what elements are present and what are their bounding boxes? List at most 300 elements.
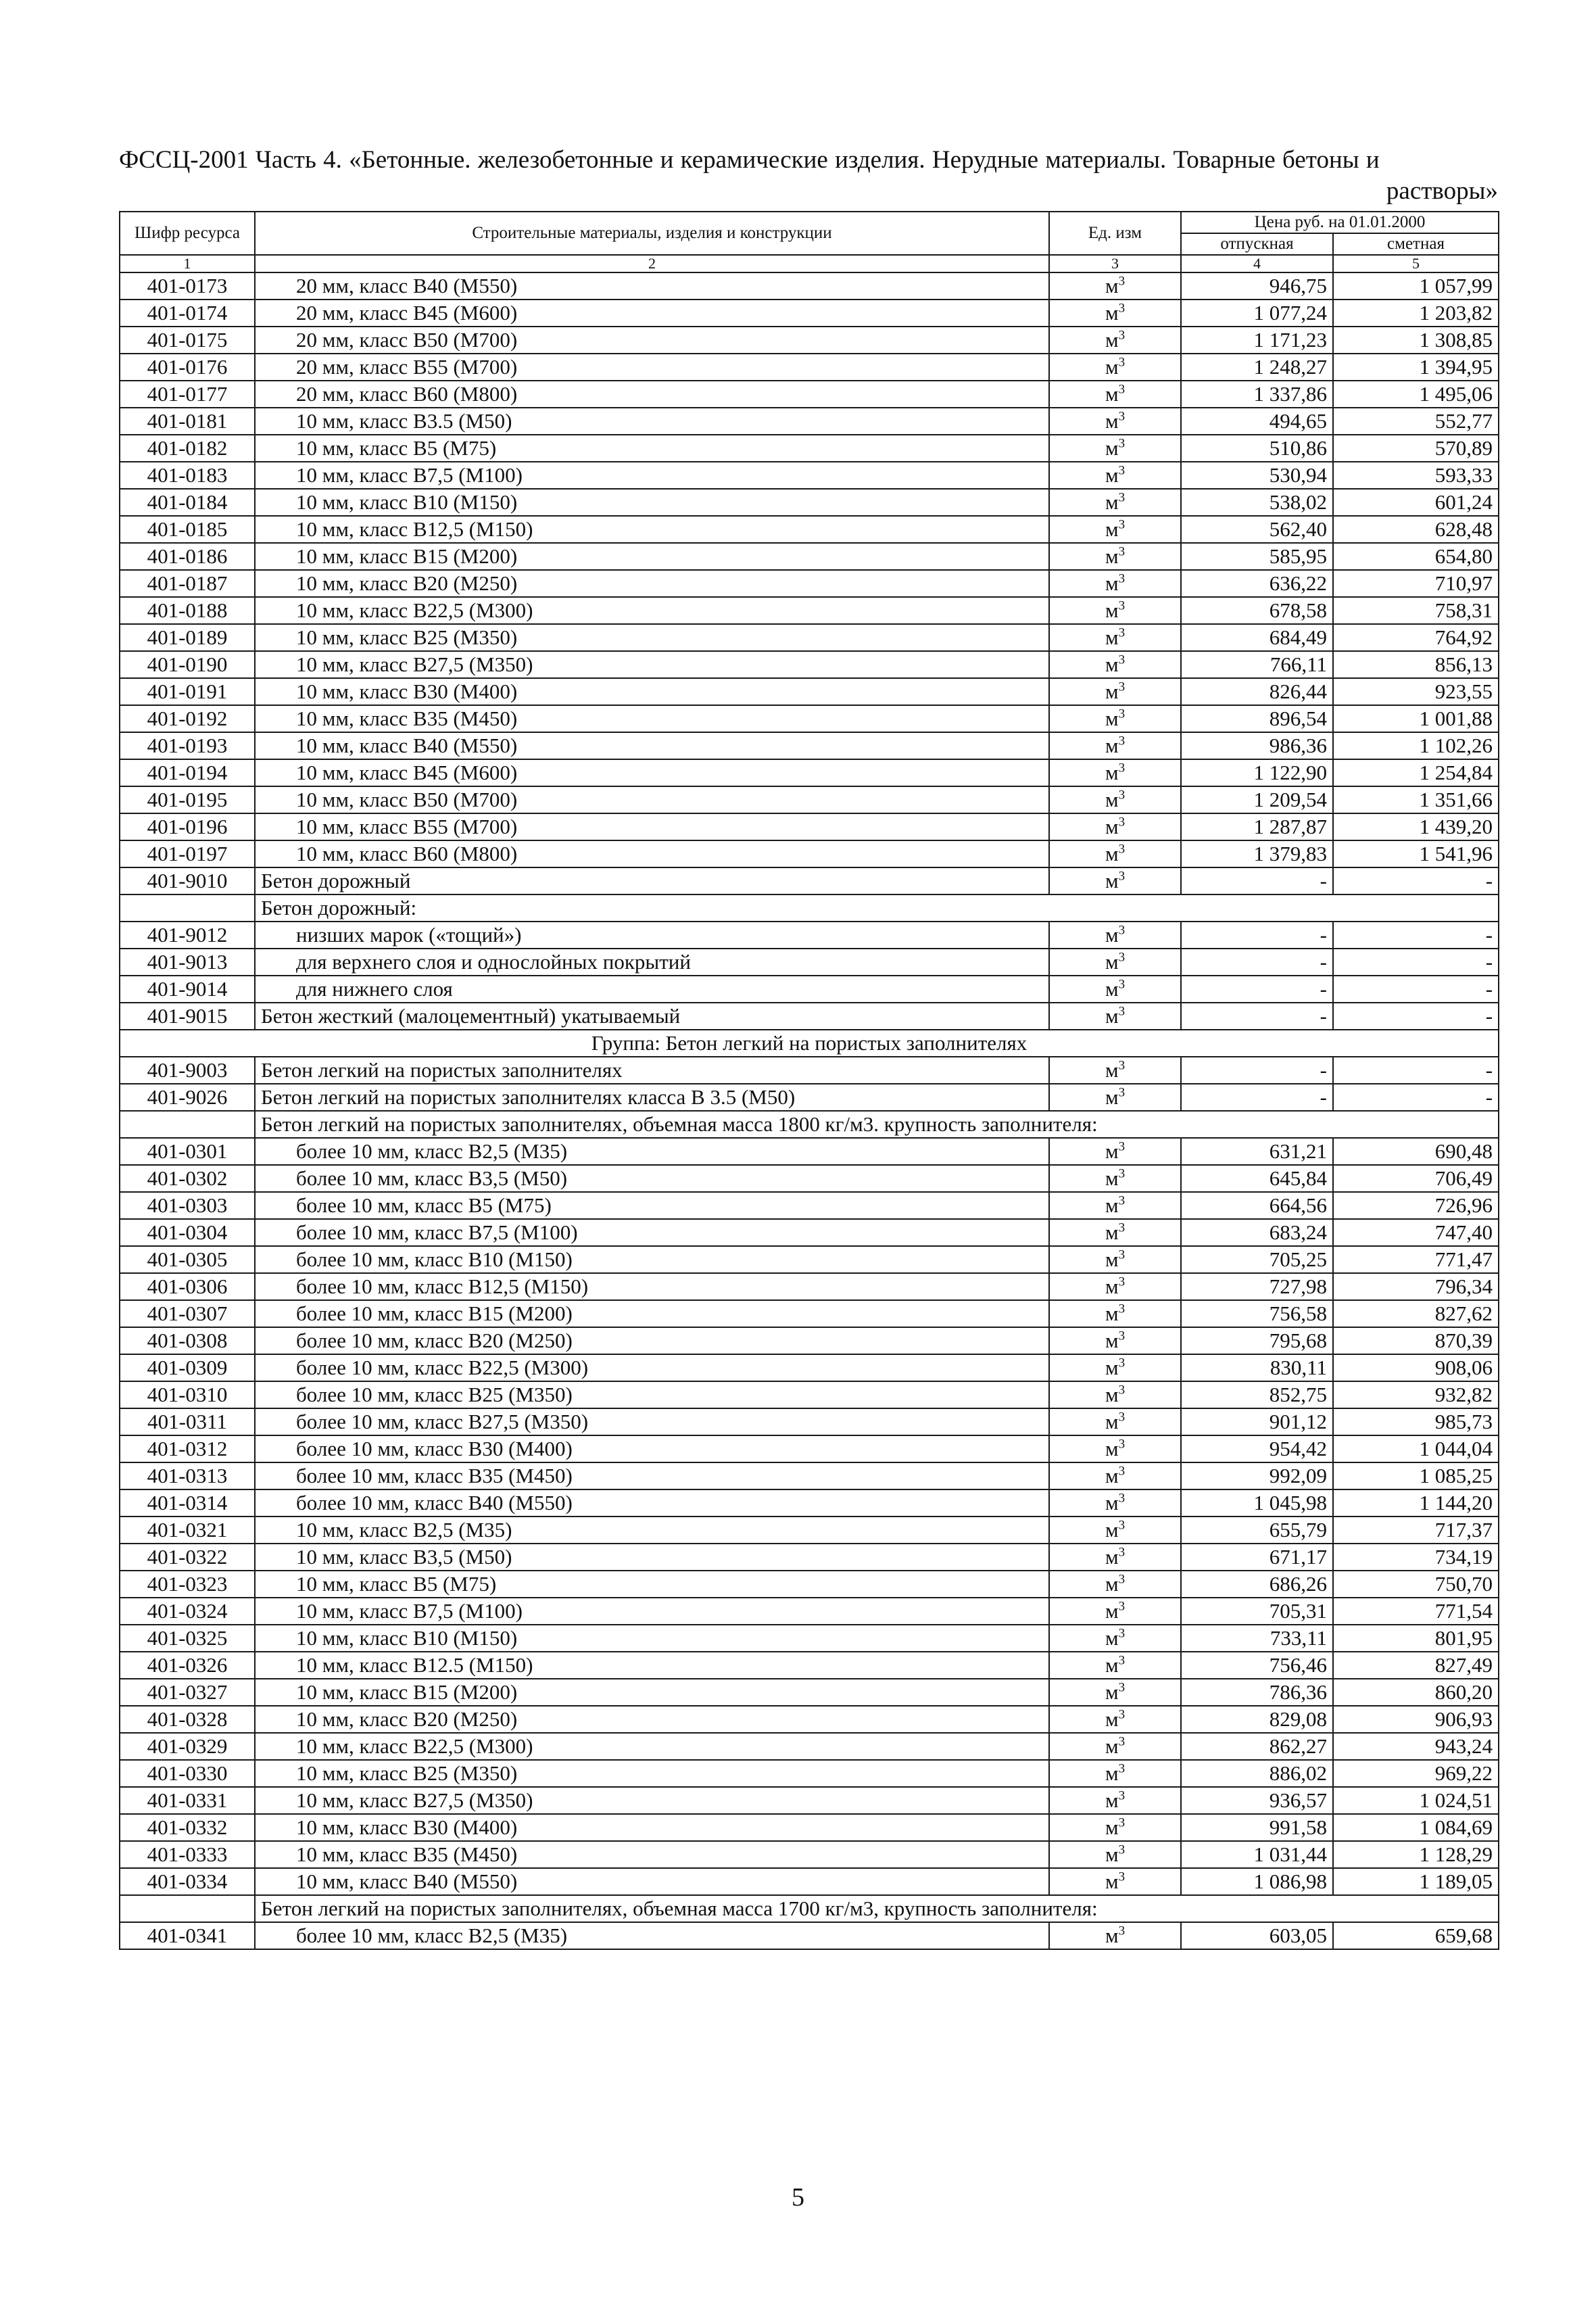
unit-text: м <box>1105 1518 1119 1542</box>
material-name: 20 мм, класс В60 (М800) <box>255 381 1049 408</box>
unit-superscript: 3 <box>1118 571 1126 586</box>
table-row <box>120 597 1499 624</box>
unit-text: м <box>1105 1193 1119 1217</box>
unit-text: м <box>1105 517 1119 541</box>
unit-superscript: 3 <box>1118 1761 1126 1776</box>
material-name: более 10 мм, класс В35 (М450) <box>255 1462 1049 1489</box>
resource-code: 401-0321 <box>120 1517 255 1544</box>
unit-cell <box>1049 1489 1181 1517</box>
unit-cell <box>1049 327 1181 354</box>
page-number: 5 <box>792 2183 804 2212</box>
resource-code: 401-0185 <box>120 516 255 543</box>
material-name: более 10 мм, класс В20 (М250) <box>255 1327 1049 1354</box>
estimate-price: 758,31 <box>1333 597 1499 624</box>
unit-superscript: 3 <box>1118 977 1126 992</box>
table-row <box>120 1517 1499 1544</box>
unit-text: м <box>1105 1626 1119 1650</box>
unit-cell <box>1049 1679 1181 1706</box>
unit-cell <box>1049 543 1181 570</box>
wholesale-price: 901,12 <box>1181 1408 1333 1435</box>
unit-text: м <box>1105 355 1119 379</box>
unit-cell <box>1049 1084 1181 1111</box>
wholesale-price: 1 031,44 <box>1181 1841 1333 1868</box>
estimate-price: 923,55 <box>1333 678 1499 705</box>
resource-code: 401-0311 <box>120 1408 255 1435</box>
unit-text: м <box>1105 679 1119 703</box>
unit-superscript: 3 <box>1118 1247 1126 1262</box>
unit-superscript: 3 <box>1118 1734 1126 1749</box>
wholesale-price: 1 209,54 <box>1181 786 1333 813</box>
table-row <box>120 300 1499 327</box>
estimate-price: 771,54 <box>1333 1598 1499 1625</box>
unit-text: м <box>1105 788 1119 811</box>
table-row <box>120 678 1499 705</box>
unit-text: м <box>1105 1139 1119 1163</box>
col-header-unit: Ед. изм <box>1049 212 1181 255</box>
unit-superscript: 3 <box>1118 761 1126 775</box>
wholesale-price: 1 045,98 <box>1181 1489 1333 1517</box>
section-heading: Бетон легкий на пористых заполнителях, объемная масса 1700 кг/м3, крупность заполнителя: <box>255 1895 1499 1922</box>
estimate-price: - <box>1333 949 1499 976</box>
material-name: 10 мм, класс В7,5 (М100) <box>255 462 1049 489</box>
table-row <box>120 1192 1499 1219</box>
unit-superscript: 3 <box>1118 1383 1126 1398</box>
table-row <box>120 1489 1499 1517</box>
unit-superscript: 3 <box>1118 1653 1126 1668</box>
unit-text: м <box>1105 1815 1119 1839</box>
unit-text: м <box>1105 463 1119 487</box>
estimate-price: 1 189,05 <box>1333 1868 1499 1895</box>
estimate-price: - <box>1333 1057 1499 1084</box>
unit-text: м <box>1105 328 1119 352</box>
unit-superscript: 3 <box>1118 1869 1126 1884</box>
section-row <box>120 1895 1499 1922</box>
estimate-price: 750,70 <box>1333 1571 1499 1598</box>
estimate-price: 601,24 <box>1333 489 1499 516</box>
empty-code-cell <box>120 1895 255 1922</box>
resource-code: 401-0334 <box>120 1868 255 1895</box>
unit-cell <box>1049 1787 1181 1814</box>
unit-text: м <box>1105 409 1119 433</box>
header-line-2: растворы» <box>1386 177 1498 205</box>
col-number: 1 <box>120 255 255 272</box>
resource-code: 401-9014 <box>120 976 255 1003</box>
estimate-price: 1 254,84 <box>1333 759 1499 786</box>
table-row <box>120 1868 1499 1895</box>
resource-code: 401-0308 <box>120 1327 255 1354</box>
resource-code: 401-9010 <box>120 867 255 894</box>
unit-superscript: 3 <box>1118 301 1126 316</box>
unit-text: м <box>1105 598 1119 622</box>
unit-text: м <box>1105 1058 1119 1082</box>
unit-text: м <box>1105 1788 1119 1812</box>
table-row <box>120 949 1499 976</box>
material-name: 10 мм, класс В50 (М700) <box>255 786 1049 813</box>
unit-cell <box>1049 1544 1181 1571</box>
estimate-price: 1 057,99 <box>1333 272 1499 300</box>
unit-cell <box>1049 1165 1181 1192</box>
table-row <box>120 1652 1499 1679</box>
resource-code: 401-0327 <box>120 1679 255 1706</box>
resource-code: 401-0177 <box>120 381 255 408</box>
estimate-price: 908,06 <box>1333 1354 1499 1381</box>
wholesale-price: 705,25 <box>1181 1246 1333 1273</box>
estimate-price: 593,33 <box>1333 462 1499 489</box>
wholesale-price: - <box>1181 976 1333 1003</box>
unit-text: м <box>1105 1085 1119 1109</box>
unit-superscript: 3 <box>1118 734 1126 748</box>
material-name: 10 мм, класс В12,5 (М150) <box>255 516 1049 543</box>
unit-text: м <box>1105 1653 1119 1677</box>
wholesale-price: - <box>1181 949 1333 976</box>
unit-cell <box>1049 840 1181 867</box>
table-row <box>120 1814 1499 1841</box>
resource-code: 401-0301 <box>120 1138 255 1165</box>
estimate-price: 570,89 <box>1333 435 1499 462</box>
table-row <box>120 1327 1499 1354</box>
table-row <box>120 1165 1499 1192</box>
resource-code: 401-0304 <box>120 1219 255 1246</box>
unit-superscript: 3 <box>1118 1545 1126 1560</box>
unit-superscript: 3 <box>1118 355 1126 370</box>
table-row <box>120 1625 1499 1652</box>
unit-cell <box>1049 949 1181 976</box>
unit-superscript: 3 <box>1118 1004 1126 1019</box>
wholesale-price: 585,95 <box>1181 543 1333 570</box>
unit-superscript: 3 <box>1118 1410 1126 1425</box>
resource-code: 401-0176 <box>120 354 255 381</box>
table-row <box>120 922 1499 949</box>
unit-cell <box>1049 813 1181 840</box>
unit-cell <box>1049 1517 1181 1544</box>
wholesale-price: 494,65 <box>1181 408 1333 435</box>
material-name: для нижнего слоя <box>255 976 1049 1003</box>
table-row <box>120 813 1499 840</box>
unit-superscript: 3 <box>1118 815 1126 830</box>
unit-text: м <box>1105 1599 1119 1623</box>
unit-cell <box>1049 1462 1181 1489</box>
table-row <box>120 1922 1499 1949</box>
wholesale-price: 705,31 <box>1181 1598 1333 1625</box>
unit-superscript: 3 <box>1118 1599 1126 1614</box>
table-row <box>120 1841 1499 1868</box>
unit-superscript: 3 <box>1118 328 1126 343</box>
material-name: 10 мм, класс В35 (М450) <box>255 1841 1049 1868</box>
col-header-wholesale: отпускная <box>1181 233 1333 255</box>
resource-code: 401-0194 <box>120 759 255 786</box>
table-row <box>120 1462 1499 1489</box>
estimate-price: 860,20 <box>1333 1679 1499 1706</box>
wholesale-price: 631,21 <box>1181 1138 1333 1165</box>
estimate-price: 827,62 <box>1333 1300 1499 1327</box>
resource-code: 401-0312 <box>120 1435 255 1462</box>
resource-code: 401-0196 <box>120 813 255 840</box>
resource-code: 401-9003 <box>120 1057 255 1084</box>
unit-cell <box>1049 300 1181 327</box>
unit-text: м <box>1105 1545 1119 1569</box>
unit-text: м <box>1105 1274 1119 1298</box>
unit-cell <box>1049 651 1181 678</box>
section-heading: Бетон дорожный: <box>255 894 1499 922</box>
wholesale-price: 684,49 <box>1181 624 1333 651</box>
material-name: 10 мм, класс В40 (М550) <box>255 732 1049 759</box>
unit-text: м <box>1105 842 1119 865</box>
material-name: более 10 мм, класс В12,5 (М150) <box>255 1273 1049 1300</box>
material-name: 10 мм, класс В10 (М150) <box>255 1625 1049 1652</box>
unit-cell <box>1049 759 1181 786</box>
resource-code: 401-0330 <box>120 1760 255 1787</box>
resource-code: 401-9012 <box>120 922 255 949</box>
material-name: более 10 мм, класс В3,5 (М50) <box>255 1165 1049 1192</box>
wholesale-price: 510,86 <box>1181 435 1333 462</box>
unit-text: м <box>1105 382 1119 406</box>
estimate-price: 1 203,82 <box>1333 300 1499 327</box>
material-name: 10 мм, класс В30 (М400) <box>255 678 1049 705</box>
table-row <box>120 786 1499 813</box>
unit-superscript: 3 <box>1118 1788 1126 1803</box>
unit-text: м <box>1105 1437 1119 1460</box>
unit-cell <box>1049 1219 1181 1246</box>
material-name: 10 мм, класс В30 (М400) <box>255 1814 1049 1841</box>
table-row <box>120 272 1499 300</box>
table-row <box>120 1598 1499 1625</box>
unit-text: м <box>1105 571 1119 595</box>
table-row <box>120 1273 1499 1300</box>
estimate-price: - <box>1333 867 1499 894</box>
wholesale-price: 683,24 <box>1181 1219 1333 1246</box>
unit-superscript: 3 <box>1118 1572 1126 1587</box>
unit-superscript: 3 <box>1118 1437 1126 1452</box>
estimate-price: 1 084,69 <box>1333 1814 1499 1841</box>
material-name: более 10 мм, класс В25 (М350) <box>255 1381 1049 1408</box>
material-name: Бетон легкий на пористых заполнителях класса В 3.5 (М50) <box>255 1084 1049 1111</box>
table-row <box>120 759 1499 786</box>
estimate-price: 764,92 <box>1333 624 1499 651</box>
col-header-code: Шифр ресурса <box>120 212 255 255</box>
wholesale-price: 936,57 <box>1181 1787 1333 1814</box>
estimate-price: 771,47 <box>1333 1246 1499 1273</box>
resource-code: 401-0322 <box>120 1544 255 1571</box>
unit-superscript: 3 <box>1118 1166 1126 1181</box>
material-name: более 10 мм, класс В27,5 (М350) <box>255 1408 1049 1435</box>
estimate-price: 628,48 <box>1333 516 1499 543</box>
material-name: 20 мм, класс В50 (М700) <box>255 327 1049 354</box>
wholesale-price: 664,56 <box>1181 1192 1333 1219</box>
unit-superscript: 3 <box>1118 1220 1126 1235</box>
unit-text: м <box>1105 761 1119 784</box>
unit-cell <box>1049 489 1181 516</box>
unit-superscript: 3 <box>1118 544 1126 559</box>
col-number: 4 <box>1181 255 1333 272</box>
wholesale-price: 992,09 <box>1181 1462 1333 1489</box>
material-name: 10 мм, класс В45 (М600) <box>255 759 1049 786</box>
estimate-price: 827,49 <box>1333 1652 1499 1679</box>
table-row <box>120 1571 1499 1598</box>
unit-cell <box>1049 435 1181 462</box>
resource-code: 401-0341 <box>120 1922 255 1949</box>
table-row <box>120 1057 1499 1084</box>
resource-code: 401-0305 <box>120 1246 255 1273</box>
estimate-price: 710,97 <box>1333 570 1499 597</box>
resource-code: 401-0181 <box>120 408 255 435</box>
wholesale-price: 1 122,90 <box>1181 759 1333 786</box>
unit-superscript: 3 <box>1118 1139 1126 1154</box>
estimate-price: 552,77 <box>1333 408 1499 435</box>
wholesale-price: 862,27 <box>1181 1733 1333 1760</box>
unit-cell <box>1049 1733 1181 1760</box>
estimate-price: - <box>1333 976 1499 1003</box>
material-name: 10 мм, класс В5 (М75) <box>255 1571 1049 1598</box>
wholesale-price: 530,94 <box>1181 462 1333 489</box>
unit-superscript: 3 <box>1118 1815 1126 1830</box>
resource-code: 401-0307 <box>120 1300 255 1327</box>
resource-code: 401-0187 <box>120 570 255 597</box>
wholesale-price: 727,98 <box>1181 1273 1333 1300</box>
resource-code: 401-0175 <box>120 327 255 354</box>
group-heading: Группа: Бетон легкий на пористых заполнителях <box>120 1030 1499 1057</box>
resource-code: 401-0195 <box>120 786 255 813</box>
unit-cell <box>1049 272 1181 300</box>
section-row <box>120 1111 1499 1138</box>
unit-text: м <box>1105 950 1119 974</box>
material-name: 10 мм, класс В7,5 (М100) <box>255 1598 1049 1625</box>
unit-cell <box>1049 1598 1181 1625</box>
estimate-price: 796,34 <box>1333 1273 1499 1300</box>
table-row <box>120 705 1499 732</box>
resource-code: 401-0333 <box>120 1841 255 1868</box>
material-name: более 10 мм, класс В2,5 (М35) <box>255 1138 1049 1165</box>
resource-code: 401-0182 <box>120 435 255 462</box>
wholesale-price: - <box>1181 1084 1333 1111</box>
resource-code: 401-0191 <box>120 678 255 705</box>
material-name: 10 мм, класс В3,5 (М50) <box>255 1544 1049 1571</box>
header-line-1: ФССЦ-2001 Часть 4. «Бетонные. железобетонные и керамические изделия. Нерудные материалы. Товарные бетоны и <box>119 146 1380 174</box>
wholesale-price: 645,84 <box>1181 1165 1333 1192</box>
unit-text: м <box>1105 1464 1119 1487</box>
col-header-price: Цена руб. на 01.01.2000 <box>1181 212 1499 233</box>
resource-code: 401-9015 <box>120 1003 255 1030</box>
unit-text: м <box>1105 1869 1119 1893</box>
material-name: 10 мм, класс В15 (М200) <box>255 543 1049 570</box>
wholesale-price: - <box>1181 922 1333 949</box>
col-number: 2 <box>255 255 1049 272</box>
wholesale-price: 946,75 <box>1181 272 1333 300</box>
estimate-price: 1 085,25 <box>1333 1462 1499 1489</box>
unit-superscript: 3 <box>1118 1842 1126 1857</box>
estimate-price: 932,82 <box>1333 1381 1499 1408</box>
unit-text: м <box>1105 1410 1119 1433</box>
unit-cell <box>1049 1192 1181 1219</box>
material-name: 10 мм, класс В2,5 (М35) <box>255 1517 1049 1544</box>
estimate-price: 690,48 <box>1333 1138 1499 1165</box>
wholesale-price: 1 287,87 <box>1181 813 1333 840</box>
empty-code-cell <box>120 1111 255 1138</box>
material-name: более 10 мм, класс В30 (М400) <box>255 1435 1049 1462</box>
unit-cell <box>1049 922 1181 949</box>
unit-cell <box>1049 354 1181 381</box>
wholesale-price: 733,11 <box>1181 1625 1333 1652</box>
unit-superscript: 3 <box>1118 1464 1126 1479</box>
table-row <box>120 840 1499 867</box>
estimate-price: 969,22 <box>1333 1760 1499 1787</box>
unit-cell <box>1049 1652 1181 1679</box>
material-name: 10 мм, класс В12.5 (М150) <box>255 1652 1049 1679</box>
resource-code: 401-0332 <box>120 1814 255 1841</box>
unit-cell <box>1049 516 1181 543</box>
resource-code: 401-9026 <box>120 1084 255 1111</box>
table-row <box>120 1760 1499 1787</box>
unit-cell <box>1049 1381 1181 1408</box>
estimate-price: 1 102,26 <box>1333 732 1499 759</box>
estimate-price: 659,68 <box>1333 1922 1499 1949</box>
resource-code: 401-0173 <box>120 272 255 300</box>
table-row <box>120 1246 1499 1273</box>
unit-superscript: 3 <box>1118 788 1126 803</box>
table-row <box>120 489 1499 516</box>
unit-superscript: 3 <box>1118 1329 1126 1343</box>
wholesale-price: 756,46 <box>1181 1652 1333 1679</box>
unit-superscript: 3 <box>1118 1058 1126 1073</box>
material-name: 10 мм, класс В22,5 (М300) <box>255 1733 1049 1760</box>
wholesale-price: - <box>1181 1003 1333 1030</box>
material-name: 20 мм, класс В40 (М550) <box>255 272 1049 300</box>
estimate-price: 747,40 <box>1333 1219 1499 1246</box>
unit-text: м <box>1105 869 1119 892</box>
estimate-price: 856,13 <box>1333 651 1499 678</box>
material-name: более 10 мм, класс В7,5 (М100) <box>255 1219 1049 1246</box>
table-row <box>120 1706 1499 1733</box>
table-row <box>120 1408 1499 1435</box>
unit-superscript: 3 <box>1118 409 1126 424</box>
resource-code: 401-0314 <box>120 1489 255 1517</box>
resource-code: 401-0309 <box>120 1354 255 1381</box>
material-name: более 10 мм, класс В22,5 (М300) <box>255 1354 1049 1381</box>
estimate-price: 870,39 <box>1333 1327 1499 1354</box>
unit-text: м <box>1105 1166 1119 1190</box>
material-name: более 10 мм, класс В40 (М550) <box>255 1489 1049 1517</box>
estimate-price: 734,19 <box>1333 1544 1499 1571</box>
resource-code: 401-0310 <box>120 1381 255 1408</box>
estimate-price: 1 495,06 <box>1333 381 1499 408</box>
wholesale-price: - <box>1181 867 1333 894</box>
unit-cell <box>1049 1408 1181 1435</box>
estimate-price: 1 351,66 <box>1333 786 1499 813</box>
unit-superscript: 3 <box>1118 707 1126 721</box>
unit-text: м <box>1105 1329 1119 1352</box>
table-row <box>120 651 1499 678</box>
estimate-price: 1 439,20 <box>1333 813 1499 840</box>
table-row <box>120 1679 1499 1706</box>
unit-cell <box>1049 1354 1181 1381</box>
wholesale-price: 991,58 <box>1181 1814 1333 1841</box>
table-row <box>120 381 1499 408</box>
unit-text: м <box>1105 923 1119 947</box>
table-row <box>120 1003 1499 1030</box>
unit-superscript: 3 <box>1118 869 1126 884</box>
estimate-price: 985,73 <box>1333 1408 1499 1435</box>
table-row <box>120 516 1499 543</box>
unit-cell <box>1049 1003 1181 1030</box>
unit-cell <box>1049 1246 1181 1273</box>
material-name: более 10 мм, класс В15 (М200) <box>255 1300 1049 1327</box>
unit-superscript: 3 <box>1118 652 1126 667</box>
unit-cell <box>1049 1057 1181 1084</box>
unit-cell <box>1049 1138 1181 1165</box>
unit-text: м <box>1105 1356 1119 1379</box>
unit-superscript: 3 <box>1118 1193 1126 1208</box>
estimate-price: 1 394,95 <box>1333 354 1499 381</box>
section-row <box>120 894 1499 922</box>
